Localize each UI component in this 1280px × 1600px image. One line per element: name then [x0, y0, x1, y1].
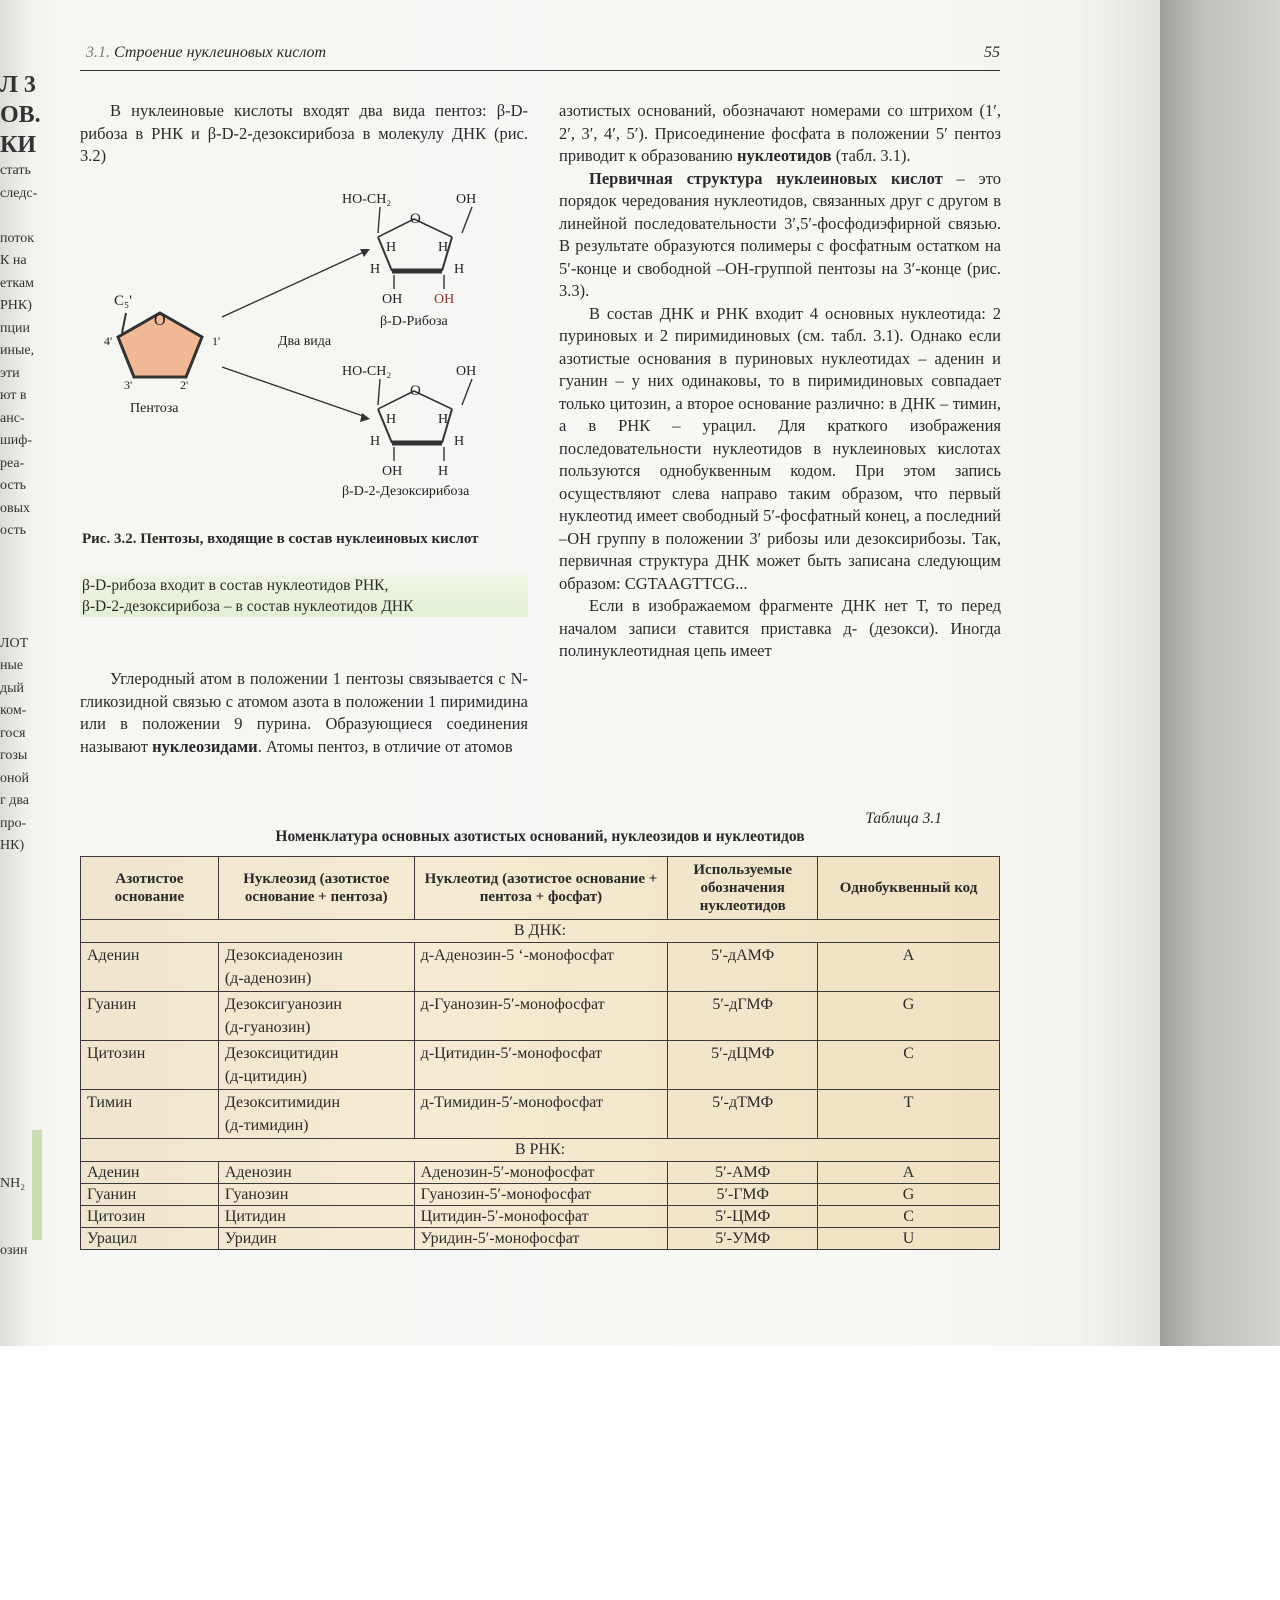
- paragraph-composition: В состав ДНК и РНК входит 4 основных нуклеотида: 2 пуриновых и 2 пиримидиновых (см. табл. 3.1). Однако если азотистые основания в пуриновых нуклеотидах – аденин и гуанин – у них одинаковы, то в пиримидиновых совпадает только цитозин, а второе основание различно: в ДНК – тимин, а в РНК – урацил. Для краткого изображения последовательности нуклеотидов в нуклеиновых кислотах пользуются однобуквенным кодом. При этом запись осуществляют слева направо таким образом, что первый нуклеотид имеет свободный 5′-фосфатный конец, а последний –ОН группу в положении 3′ рибозы или дезоксирибозы. Так, первичная структура ДНК может быть записана следующим образом: CGTAAGTTCG...: [559, 303, 1001, 593]
- edge-text-line: следс-: [0, 185, 38, 201]
- header-nucleotide: Нуклеотид (азотистое основание + пентоза + фосфат): [414, 857, 668, 920]
- cell-code: U: [818, 1228, 1000, 1250]
- edge-text-line: ЛОТ: [0, 635, 29, 651]
- header-base: Азотистое основание: [81, 857, 219, 920]
- header-section-number: 3.1.: [86, 44, 110, 61]
- right-column: [559, 100, 1001, 663]
- edge-text-line: [0, 1015, 44, 1038]
- h-label: H: [370, 262, 381, 277]
- oh-label: OH: [382, 292, 403, 307]
- term-nucleosides: нуклеозидами: [152, 736, 258, 756]
- edge-heading-line: Л 3: [0, 72, 36, 98]
- cell-abbreviation: 5′-дЦМФ: [668, 1041, 818, 1090]
- h-label: H: [454, 262, 465, 277]
- edge-text-line: стать: [0, 163, 31, 178]
- table-label: Таблица 3.1: [865, 810, 942, 827]
- oh-label: OH: [382, 464, 403, 479]
- cell-code: T: [818, 1090, 1000, 1139]
- cell-code: A: [818, 943, 1000, 992]
- c1-label: 1': [212, 334, 221, 348]
- paragraph-numbering: азотистых оснований, обозначают номерами со штрихом (1′, 2′, 3′, 4′, 5′). Присоединение фосфата в положении 5′ пентоз приводит к образованию нуклеотидов (табл. 3.1).: [559, 101, 1001, 165]
- cell-abbreviation: 5′-ГМФ: [668, 1184, 818, 1206]
- edge-text-line: поток: [0, 230, 35, 246]
- edge-text-line: [0, 1105, 44, 1128]
- cell-abbreviation: 5′-АМФ: [668, 1162, 818, 1184]
- table-row: [81, 943, 1000, 992]
- deoxyribose-name: β-D-2-Дезоксирибоза: [342, 484, 470, 499]
- header-title: [86, 44, 326, 62]
- table-row: [81, 1228, 1000, 1250]
- edge-text-line: гося: [0, 725, 26, 741]
- figure-caption: Рис. 3.2. Пентозы, входящие в состав нуклеиновых кислот: [82, 531, 479, 547]
- header-nucleoside: Нуклеозид (азотистое основание + пентоза): [218, 857, 414, 920]
- two-kinds-label: Два вида: [278, 334, 332, 349]
- deoxyribose-structure: [342, 364, 476, 499]
- oh-label-highlight: OH: [434, 292, 455, 307]
- cell-base: Урацил: [81, 1228, 219, 1250]
- c4-label: 4': [104, 334, 113, 348]
- edge-text-line: [0, 588, 44, 611]
- term-primary-structure: Первичная структура нуклеиновых кислот: [589, 168, 943, 188]
- h-label: H: [438, 240, 449, 255]
- cell-nucleoside: Дезоксигуанозин (д-гуанозин): [218, 992, 414, 1041]
- cell-base: Гуанин: [81, 992, 219, 1041]
- h-bottom-label: H: [438, 464, 449, 479]
- cell-nucleotide: Цитидин-5′-монофосфат: [414, 1206, 668, 1228]
- carbon-paragraph-block: [80, 668, 528, 758]
- section-row-rna: [81, 1139, 1000, 1162]
- note-line: β-D-2-дезоксирибоза – в состав нуклеотидов ДНК: [82, 598, 414, 615]
- edge-text-line: ость: [0, 478, 27, 493]
- edge-text-line: пции: [0, 320, 30, 336]
- left-column: [80, 100, 528, 168]
- hoch2-label: HO-CH₂: [342, 192, 392, 207]
- table-row: [81, 1090, 1000, 1139]
- edge-text-line: К на: [0, 253, 27, 268]
- edge-text-line: [0, 880, 44, 903]
- cell-nucleoside: Аденозин: [218, 1162, 414, 1184]
- pentose-figure: [80, 185, 528, 525]
- note-line: β-D-рибоза входит в состав нуклеотидов РНК,: [82, 577, 389, 594]
- paragraph-primary-structure: Первичная структура нуклеиновых кислот – это порядок чередования нуклеотидов, связанных друг с другом в линейной последовательности 3′,5′-фосфодиэфирной связью. В результате образуются полимеры с фосфатным остатком на 5′-конце и свободной –ОН-группой пентозы на 3′-конце (рис. 3.3).: [559, 168, 1001, 300]
- cell-abbreviation: 5′-дГМФ: [668, 992, 818, 1041]
- oh-top-label: OH: [456, 364, 477, 379]
- cell-nucleoside: Уридин: [218, 1228, 414, 1250]
- arrowhead: [360, 413, 370, 422]
- cell-base: Аденин: [81, 1162, 219, 1184]
- cell-nucleoside: Дезокситимидин (д-тимидин): [218, 1090, 414, 1139]
- edge-text-lines: [0, 160, 44, 1263]
- page-number: 55: [984, 44, 1000, 61]
- h-label: H: [386, 412, 397, 427]
- cell-code: C: [818, 1206, 1000, 1228]
- table-title: Номенклатура основных азотистых оснований, нуклеозидов и нуклеотидов: [275, 828, 805, 845]
- hoch2-label: HO-CH₂: [342, 364, 392, 379]
- cell-abbreviation: 5′-ЦМФ: [668, 1206, 818, 1228]
- edge-text-line: ные: [0, 658, 24, 673]
- cell-base: Цитозин: [81, 1041, 219, 1090]
- header-section-title: Строение нуклеиновых кислот: [114, 44, 327, 61]
- cell-nucleotide: д-Аденозин-5 ‘-монофосфат: [414, 943, 668, 992]
- cell-nucleoside: Дезоксиаденозин (д-аденозин): [218, 943, 414, 992]
- edge-text-line: анс-: [0, 410, 25, 426]
- running-header: [80, 42, 1000, 71]
- edge-heading-line: КИ: [0, 132, 37, 158]
- edge-text-line: [0, 970, 44, 993]
- cell-base: Тимин: [81, 1090, 219, 1139]
- edge-text-line: реа-: [0, 455, 25, 471]
- table-row: [81, 1184, 1000, 1206]
- scan-bottom-margin: [0, 1346, 1280, 1600]
- edge-text-line: [0, 948, 44, 971]
- scan-right-edge: [1160, 0, 1280, 1346]
- cell-nucleotide: д-Цитидин-5′-монофосфат: [414, 1041, 668, 1090]
- h-label: H: [454, 434, 465, 449]
- edge-heading-line: ОВ.: [0, 102, 41, 128]
- table-row: [81, 992, 1000, 1041]
- edge-text-line: ком-: [0, 703, 27, 718]
- edge-text-line: оной: [0, 770, 29, 786]
- cell-base: Аденин: [81, 943, 219, 992]
- ribose-structure: [342, 192, 476, 329]
- h-label: H: [370, 434, 381, 449]
- c2-label: 2': [180, 378, 189, 392]
- edge-text-line: гозы: [0, 748, 28, 763]
- cell-code: C: [818, 1041, 1000, 1090]
- term-nucleotides: нуклеотидов: [736, 146, 832, 165]
- carbon-paragraph: Углеродный атом в положении 1 пентозы связывается с N-гликозидной связью с атомом азота в положении 1 пиримидина или в положении 9 пурина. Образующиеся соединения называют нуклеозидами. Атомы пентоз, в отличие от атомов: [80, 669, 528, 756]
- table-row: [81, 1206, 1000, 1228]
- ring-oxygen-label: O: [154, 312, 166, 329]
- header-abbreviation: Используемые обозначения нуклеотидов: [668, 857, 818, 920]
- edge-text-line: овых: [0, 500, 31, 516]
- table-row: [81, 1162, 1000, 1184]
- section-row-dna: [81, 920, 1000, 943]
- table-header-row: [81, 857, 1000, 920]
- nomenclature-table: [80, 856, 1000, 1250]
- edge-text-line: [0, 565, 44, 588]
- cell-nucleoside: Гуанозин: [218, 1184, 414, 1206]
- cell-base: Цитозин: [81, 1206, 219, 1228]
- edge-text-line: озин: [0, 1243, 28, 1258]
- paragraph-prefix: Если в изображаемом фрагменте ДНК нет Т, то перед началом записи ставится приставка д- (дезокси). Иногда полинуклеотидная цепь имеет: [559, 596, 1001, 660]
- ribose-oxygen-label: O: [410, 211, 421, 227]
- edge-text-line: [0, 1038, 44, 1061]
- cell-code: A: [818, 1162, 1000, 1184]
- previous-page-edge: [0, 70, 44, 1258]
- pentose-label: Пентоза: [130, 401, 179, 416]
- cell-nucleotide: Уридин-5′-монофосфат: [414, 1228, 668, 1250]
- edge-text-line: дый: [0, 680, 25, 696]
- edge-text-line: [0, 1083, 44, 1106]
- intro-paragraph: В нуклеиновые кислоты входят два вида пентоз: β-D-рибоза в РНК и β-D-2-дезоксирибоза в молекулу ДНК (рис. 3.2): [80, 101, 528, 165]
- header-code: Однобуквенный код: [818, 857, 1000, 920]
- edge-text-line: НК): [0, 838, 25, 853]
- cell-abbreviation: 5′-УМФ: [668, 1228, 818, 1250]
- edge-text-line: шиф-: [0, 433, 33, 448]
- edge-text-line: иные,: [0, 343, 35, 358]
- edge-text-line: ют в: [0, 388, 27, 403]
- cell-nucleotide: д-Тимидин-5′-монофосфат: [414, 1090, 668, 1139]
- cell-nucleotide: Аденозин-5′-монофосфат: [414, 1162, 668, 1184]
- deoxyribose-oxygen-label: O: [410, 383, 421, 399]
- edge-text-line: [0, 903, 44, 926]
- edge-text-line: NH₂: [0, 1175, 26, 1191]
- cell-nucleoside: Дезоксицитидин (д-цитидин): [218, 1041, 414, 1090]
- c5-label: C₅': [114, 293, 132, 309]
- edge-text-line: [0, 925, 44, 948]
- cell-abbreviation: 5′-дАМФ: [668, 943, 818, 992]
- edge-text-line: РНК): [0, 298, 32, 313]
- ribose-name: β-D-Рибоза: [380, 314, 448, 329]
- h-label: H: [438, 412, 449, 427]
- table-row: [81, 1041, 1000, 1090]
- cell-code: G: [818, 992, 1000, 1041]
- cell-nucleoside: Цитидин: [218, 1206, 414, 1228]
- c5-bond: [122, 313, 126, 333]
- cell-nucleotide: Гуанозин-5′-монофосфат: [414, 1184, 668, 1206]
- edge-text-line: еткам: [0, 275, 34, 291]
- section-label-rna: В РНК:: [81, 1139, 1000, 1162]
- c3-label: 3': [124, 378, 133, 392]
- edge-text-line: [0, 610, 44, 633]
- oh-top-label: OH: [456, 192, 477, 207]
- edge-text-line: [0, 993, 44, 1016]
- edge-text-line: г два: [0, 793, 30, 808]
- edge-text-line: [0, 858, 44, 881]
- edge-text-line: [0, 543, 44, 566]
- section-label-dna: В ДНК:: [81, 920, 1000, 943]
- edge-green-stripe: [32, 1130, 42, 1240]
- edge-text-line: про-: [0, 815, 27, 831]
- edge-text-line: [0, 205, 44, 228]
- cell-code: G: [818, 1184, 1000, 1206]
- edge-text-line: [0, 1060, 44, 1083]
- cell-abbreviation: 5′-дТМФ: [668, 1090, 818, 1139]
- cell-nucleotide: д-Гуанозин-5′-монофосфат: [414, 992, 668, 1041]
- figure-note: [80, 575, 528, 617]
- h-label: H: [386, 240, 397, 255]
- edge-text-line: эти: [0, 365, 20, 381]
- edge-text-line: ость: [0, 523, 27, 538]
- cell-base: Гуанин: [81, 1184, 219, 1206]
- arrow-to-ribose: [222, 251, 366, 317]
